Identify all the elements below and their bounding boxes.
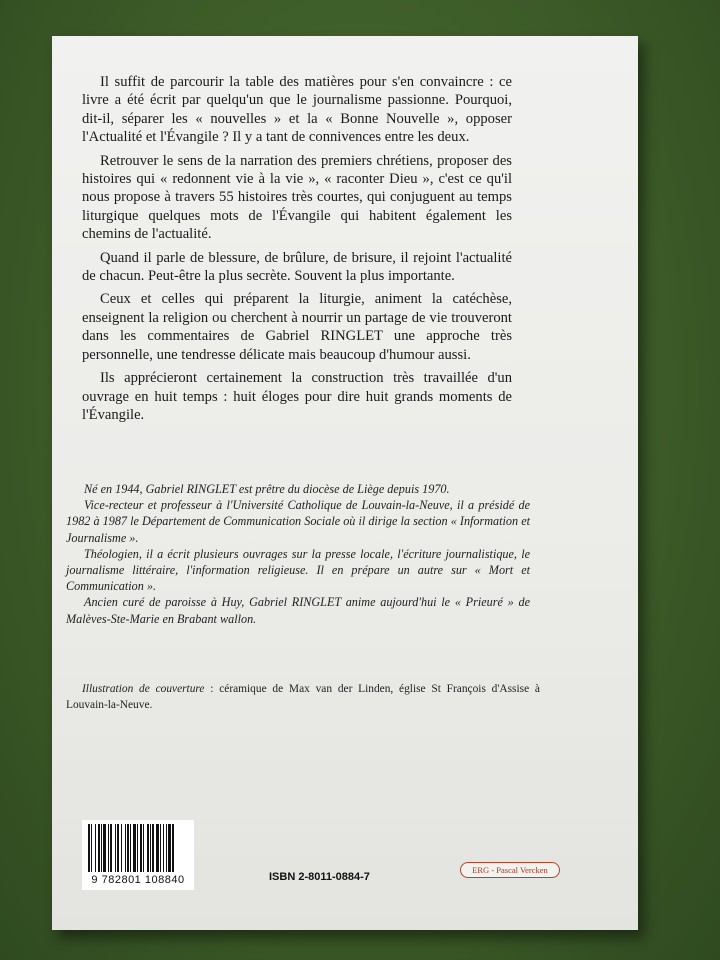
isbn: ISBN 2-8011-0884-7 xyxy=(269,871,370,883)
barcode-bar xyxy=(121,824,122,872)
blurb-paragraph: Ceux et celles qui préparent la liturgie, animent la catéchèse, enseignent la religion ou cherchent à nourrir un partage de vie trouveront dans les commentaires de Gabriel RINGLET une approche très personnelle, une tendresse délicate mais beaucoup d'humour aussi. xyxy=(82,291,512,363)
barcode-bar xyxy=(95,824,96,872)
barcode-bars xyxy=(86,824,190,874)
barcode-number: 9 782801 108840 xyxy=(91,874,185,886)
bio-paragraph: Ancien curé de paroisse à Huy, Gabriel RINGLET anime aujourd'hui le « Prieuré » de Malèves-Ste-Marie en Brabant wallon. xyxy=(66,595,530,626)
barcode-bar xyxy=(115,824,116,872)
publisher-logo: ERG - Pascal Vercken xyxy=(460,862,560,878)
barcode-bar xyxy=(88,824,90,872)
barcode-bar xyxy=(103,824,106,872)
barcode-bar xyxy=(137,824,138,872)
barcode-bar xyxy=(140,824,142,872)
barcode-bar xyxy=(150,824,151,872)
barcode-bar xyxy=(156,824,159,872)
blurb-paragraph: Retrouver le sens de la narration des premiers chrétiens, proposer des histoires qui « redonnent vie à la vie », « raconter Dieu », c'est ce qu'il nous propose à travers 55 histoires très courtes, qui conjuguent au temps liturgique quelques mots de l'Évangile qui habitent également les chemins de l'actualité. xyxy=(82,152,512,243)
blurb-paragraph: Quand il parle de blessure, de brûlure, de brisure, il rejoint l'actualité de chacun. Peut-être la plus secrète. Souvent la plus importante. xyxy=(82,249,512,285)
illustration-credit xyxy=(66,681,540,713)
illustration-credit-line xyxy=(66,681,540,713)
barcode-bar xyxy=(160,824,161,872)
barcode-bar xyxy=(168,824,171,872)
barcode-bar xyxy=(127,824,129,872)
barcode-bar xyxy=(130,824,131,872)
barcode-bar xyxy=(108,824,109,872)
barcode-bar xyxy=(117,824,119,872)
bio-paragraph: Vice-recteur et professeur à l'Université Catholique de Louvain-la-Neuve, il a présidé de 1982 à 1987 le Département de Communication Sociale où il dirige la section « Information et Journalisme ». xyxy=(66,498,530,545)
barcode-bar xyxy=(125,824,126,872)
blurb-paragraph: Il suffit de parcourir la table des matières pour s'en convaincre : ce livre a été écrit par quelqu'un que le journalisme passionne. Pourquoi, dit-il, séparer les « nouvelles » et la « Bonne Nouvelle », opposer l'Actualité et l'Évangile ? Il y a tant de connivences entre les deux. xyxy=(82,74,512,146)
bio-paragraph: Né en 1944, Gabriel RINGLET est prêtre du diocèse de Liège depuis 1970. xyxy=(84,482,450,496)
barcode-bar xyxy=(98,824,100,872)
blurb-paragraph: Ils apprécieront certainement la construction très travaillée d'un ouvrage en huit temps : huit éloges pour dire huit grands moments de l'Évangile. xyxy=(82,370,512,423)
barcode-bar xyxy=(152,824,154,872)
barcode-bar xyxy=(147,824,149,872)
bio-paragraph: Théologien, il a écrit plusieurs ouvrages sur la presse locale, l'écriture journalistique, le journalisme littéraire, l'information religieuse. Il en prépare un autre sur « Mort et Communication ». xyxy=(66,546,530,594)
barcode-bar xyxy=(101,824,102,872)
blurb xyxy=(82,73,512,429)
barcode-bar xyxy=(143,824,144,872)
barcode-bar xyxy=(133,824,136,872)
barcode-bar xyxy=(91,824,92,872)
author-bio xyxy=(66,481,530,627)
barcode-bar xyxy=(166,824,167,872)
illustration-credit-text: : céramique de Max van der Linden, église St François d'Assise à Louvain-la-Neuve. xyxy=(66,683,540,711)
barcode-bar xyxy=(110,824,112,872)
barcode xyxy=(82,820,194,890)
illustration-credit-label: Illustration de couverture xyxy=(82,683,205,695)
barcode-bar xyxy=(163,824,164,872)
barcode-bar xyxy=(172,824,174,872)
